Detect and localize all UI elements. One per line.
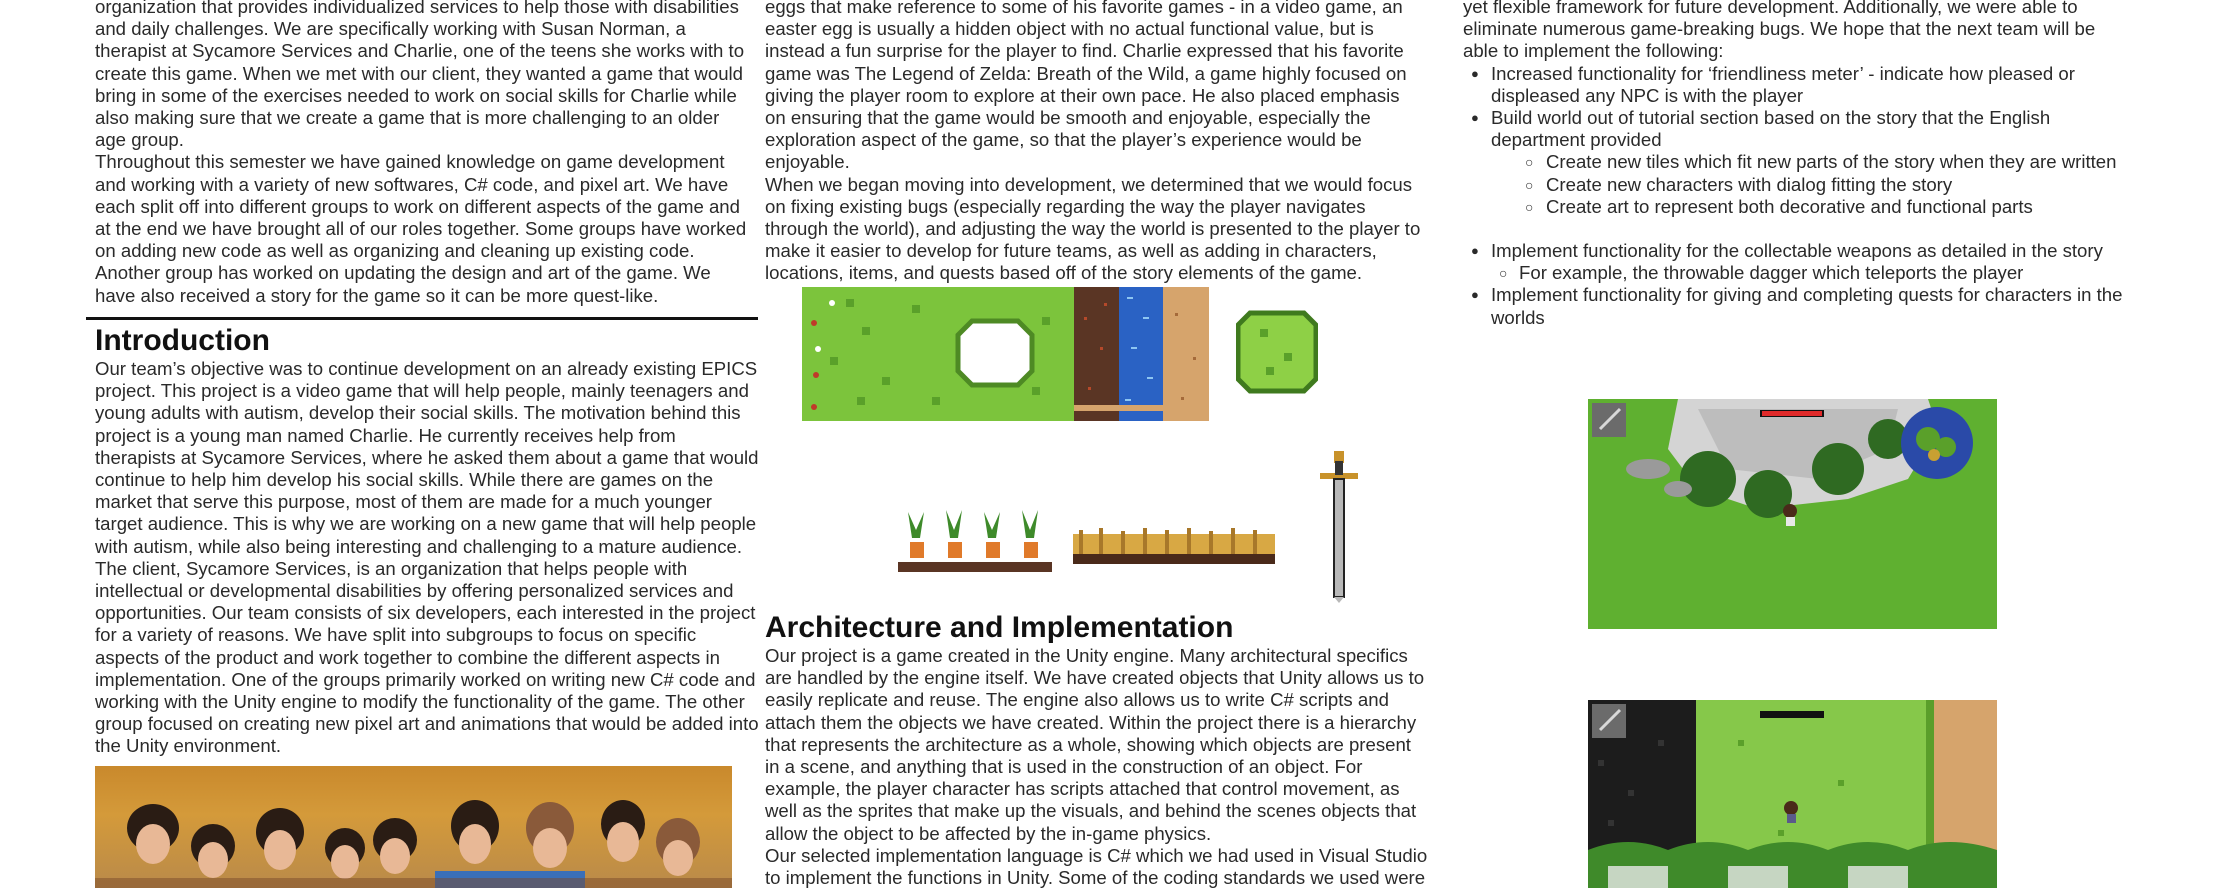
sword-sprite <box>1316 447 1362 603</box>
section-divider <box>86 317 758 320</box>
carrot-crops <box>898 506 1052 574</box>
future-work-intro: yet flexible framework for future development. Additionally, we were able to eliminate numerous game-breaking bugs. We hope that the next team will be able to implement the following: <box>1463 0 2096 62</box>
tileset-grass-sprite <box>802 287 1074 421</box>
intro-continued-paragraph: organization that provides individualized services to help those with disabilities and daily challenges. We are specifically working with Susan Norman, a therapist at Sycamore Services and Charlie, one of the teens she works with to create this game. When we met with our client, they wanted a game that would bring in some of the exercises needed to work on social skills for Charlie while also making sure that we create a game that is more challenging to an older age group. <box>95 0 745 151</box>
team-photo <box>95 766 732 888</box>
player-character <box>1784 801 1798 815</box>
wheat-field <box>1073 526 1275 566</box>
sand-dots <box>1163 287 1209 421</box>
introduction-section <box>95 324 760 758</box>
bush-icon <box>1236 309 1318 395</box>
tileset-water-sprite <box>1119 287 1163 421</box>
water-ripples <box>1119 287 1163 421</box>
introduction-paragraph-1: Our team’s objective was to continue development on an already existing EPICS project. This project is a video game that will help people, mainly teenagers and young adults with autism, develop their social skills. The motivation behind this project is a young man named Charlie. He currently receives help from therapists at Sycamore Services, where he asked them about a game that would continue to help him develop his social skills. While there are games on the market that serve this purpose, most of them are made for a much younger target audience. This is why we are working on a new game that will help people with autism, while also being interesting and challenging to a mature audience. <box>95 358 759 557</box>
list-item: ● Implement functionality for the collectable weapons as detailed in the story <box>1463 240 2133 262</box>
introduction-heading: Introduction <box>95 324 270 357</box>
development-paragraph: When we began moving into development, we determined that we would focus on fixing existing bugs (especially regarding the way the player navigates through the world), and adjusting the way the world is presented to the player to make it easier to develop for future teams, as well as adding in characters, locations, items, and quests based off of the story elements of the game. <box>765 173 1421 284</box>
bush-sprite <box>1236 309 1318 395</box>
sub-list-item: ○ Create new tiles which fit new parts of the story when they are written <box>1463 151 2133 173</box>
architecture-section <box>765 611 1430 889</box>
future-work-list <box>1463 63 2133 329</box>
architecture-paragraph-2: Our selected implementation language is C# which we had used in Visual Studio to implement the functions in Unity. Some of the coding standards we used were <box>765 844 1428 889</box>
column-right <box>1463 0 2133 329</box>
player-character <box>1783 504 1797 518</box>
game-screenshot-1 <box>1588 399 1997 629</box>
team-photo-figures <box>95 766 732 888</box>
architecture-heading: Architecture and Implementation <box>765 611 1234 644</box>
carrot-crops-sprite <box>898 506 1052 574</box>
column-middle <box>765 0 1425 285</box>
list-spacer <box>1463 218 2133 240</box>
health-bar <box>1760 711 1824 718</box>
sub-list-item: ○ For example, the throwable dagger which teleports the player <box>1463 262 2133 284</box>
sub-list-item: ○ Create new characters with dialog fitting the story <box>1463 174 2133 196</box>
easter-egg-paragraph: eggs that make reference to some of his favorite games - in a video game, an easter egg is usually a hidden object with no actual functional value, but is instead a fun surprise for the player to find. Charlie expressed that his favorite game was The Legend of Zelda: Breath of the Wild, a game highly focused on giving the player room to explore at their own pace. He also placed emphasis on ensuring that the game would be smooth and enjoyable, especially the exploration aspect of the game, so that the player’s experience would be enjoyable. <box>765 0 1407 173</box>
game-scene-2 <box>1588 700 1997 888</box>
introduction-paragraph-2: The client, Sycamore Services, is an organization that helps people with intellectual or developmental disabilities by offering personalized services and opportunities. Our team consists of six developers, each interested in the project for a variety of reasons. We have split into subgroups to focus on specific aspects of the product and work together to combine the different aspects in implementation. One of the groups primarily worked on writing new C# code and working with the Unity engine to modify the functionality of the game. The other group focused on creating new pixel art and animations that would be added into the Unity environment. <box>95 557 759 757</box>
dirt-dots <box>1074 287 1119 421</box>
sword-icon <box>1316 447 1362 603</box>
tileset-sand-sprite <box>1163 287 1209 421</box>
list-item: ● Implement functionality for giving and completing quests for characters in the worlds <box>1463 284 2133 328</box>
list-item: ● Increased functionality for ‘friendliness meter’ - indicate how pleased or displeased any NPC is with the player <box>1463 63 2133 107</box>
grass-tiles <box>802 287 1074 421</box>
column-left <box>95 0 755 307</box>
semester-paragraph: Throughout this semester we have gained knowledge on game development and working with a variety of new softwares, C# code, and pixel art. We have each split off into different groups to work on different aspects of the game and at the end we have brought all of our roles together. Some groups have worked on adding new code as well as organizing and cleaning up existing code. Another group has worked on updating the design and art of the game. We have also received a story for the game so it can be more quest-like. <box>95 151 747 306</box>
architecture-paragraph-1: Our project is a game created in the Unity engine. Many architectural specifics are handled by the engine itself. We have created objects that Unity allows us to easily replicate and reuse. The engine also allows us to write C# scripts and attach them the objects we have created. Within the project there is a hierarchy that represents the architecture as a whole, showing which objects are present in a scene, and anything that is used in the construction of an object. For example, the player character has scripts attached that control movement, as well as the sprites that make up the visuals, and behind the scenes objects that allow the object to be affected by the in-game physics. <box>765 645 1425 844</box>
sub-list-item: ○ Create art to represent both decorative and functional parts <box>1463 196 2133 218</box>
game-screenshot-2 <box>1588 700 1997 888</box>
list-item: ● Build world out of tutorial section based on the story that the English department provided <box>1463 107 2133 151</box>
tileset-dirt-sprite <box>1074 287 1119 421</box>
game-scene-1 <box>1588 399 1997 629</box>
wheat-sprite <box>1073 526 1275 566</box>
